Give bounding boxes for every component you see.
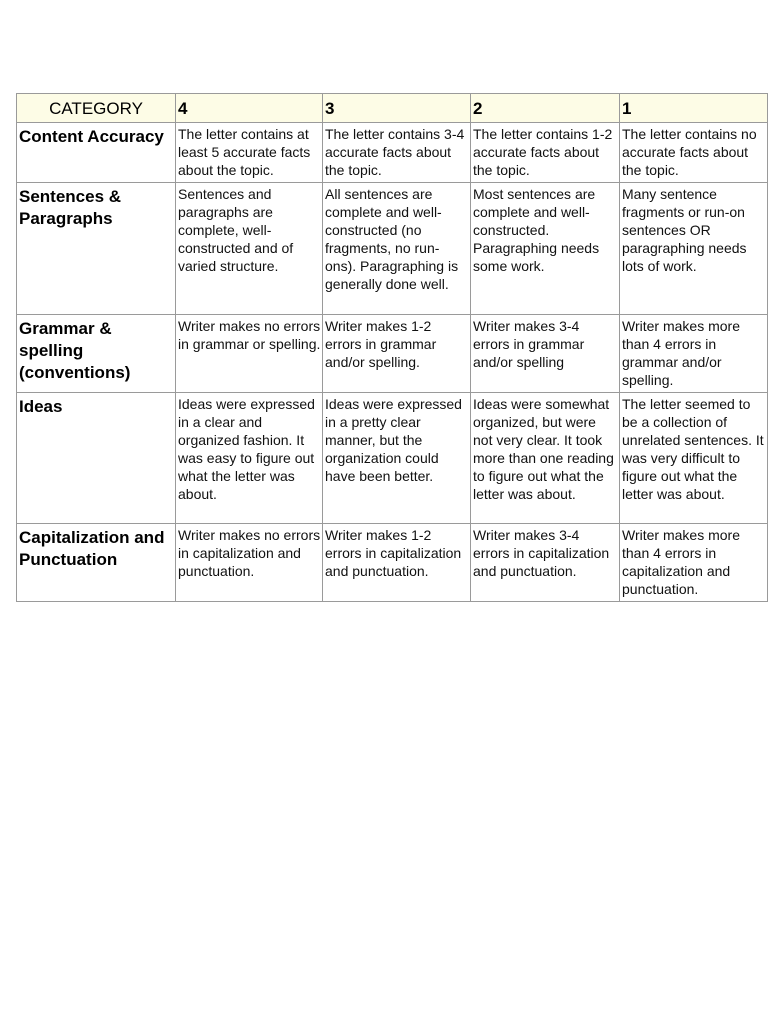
- header-category: CATEGORY: [17, 94, 176, 123]
- category-label: Grammar & spelling (conventions): [17, 315, 176, 393]
- descriptor-cell: All sentences are complete and well-constructed (no fragments, no run-ons). Paragraphing is generally done well.: [323, 183, 471, 315]
- descriptor-cell: Writer makes no errors in capitalization and punctuation.: [176, 524, 323, 602]
- descriptor-cell: Ideas were expressed in a pretty clear manner, but the organization could have been better.: [323, 393, 471, 524]
- descriptor-cell: Writer makes 1-2 errors in grammar and/or spelling.: [323, 315, 471, 393]
- descriptor-cell: Sentences and paragraphs are complete, well-constructed and of varied structure.: [176, 183, 323, 315]
- category-label: Ideas: [17, 393, 176, 524]
- header-score-2: 2: [471, 94, 620, 123]
- header-score-4: 4: [176, 94, 323, 123]
- category-label: Capitalization and Punctuation: [17, 524, 176, 602]
- descriptor-cell: Writer makes no errors in grammar or spelling.: [176, 315, 323, 393]
- descriptor-cell: Ideas were expressed in a clear and organized fashion. It was easy to figure out what the letter was about.: [176, 393, 323, 524]
- descriptor-cell: Writer makes more than 4 errors in grammar and/or spelling.: [620, 315, 768, 393]
- descriptor-cell: Writer makes 3-4 errors in grammar and/or spelling: [471, 315, 620, 393]
- header-score-3: 3: [323, 94, 471, 123]
- category-label: Sentences & Paragraphs: [17, 183, 176, 315]
- descriptor-cell: The letter contains 1-2 accurate facts about the topic.: [471, 123, 620, 183]
- table-row: [17, 393, 768, 524]
- descriptor-cell: Ideas were somewhat organized, but were not very clear. It took more than one reading to figure out what the letter was about.: [471, 393, 620, 524]
- descriptor-cell: Writer makes 3-4 errors in capitalization and punctuation.: [471, 524, 620, 602]
- descriptor-cell: The letter contains at least 5 accurate facts about the topic.: [176, 123, 323, 183]
- descriptor-cell: Writer makes 1-2 errors in capitalization and punctuation.: [323, 524, 471, 602]
- descriptor-cell: The letter seemed to be a collection of unrelated sentences. It was very difficult to figure out what the letter was about.: [620, 393, 768, 524]
- descriptor-cell: The letter contains no accurate facts about the topic.: [620, 123, 768, 183]
- table-row: [17, 524, 768, 602]
- table-row: [17, 123, 768, 183]
- descriptor-cell: Most sentences are complete and well-constructed. Paragraphing needs some work.: [471, 183, 620, 315]
- table-row: [17, 183, 768, 315]
- table-row: [17, 315, 768, 393]
- header-row: [17, 94, 768, 123]
- descriptor-cell: Writer makes more than 4 errors in capitalization and punctuation.: [620, 524, 768, 602]
- rubric-table: [16, 93, 768, 602]
- descriptor-cell: Many sentence fragments or run-on sentences OR paragraphing needs lots of work.: [620, 183, 768, 315]
- header-score-1: 1: [620, 94, 768, 123]
- category-label: Content Accuracy: [17, 123, 176, 183]
- descriptor-cell: The letter contains 3-4 accurate facts about the topic.: [323, 123, 471, 183]
